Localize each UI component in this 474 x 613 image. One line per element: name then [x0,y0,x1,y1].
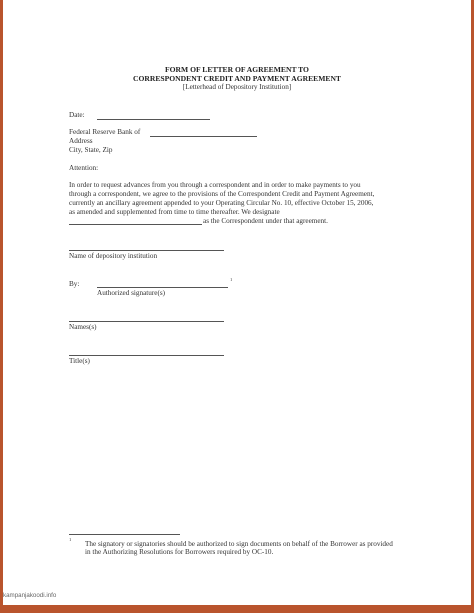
body-line-1: In order to request advances from you through a correspondent and in order to make payments to you [69,181,361,189]
title-line-1: FORM OF LETTER OF AGREEMENT TO [165,65,309,74]
by-label: By: [69,280,80,288]
city-state-zip-label: City, State, Zip [69,146,113,154]
date-line [97,119,210,120]
institution-name-line [69,250,224,251]
watermark-text: kampanjakoodi.info [3,592,57,599]
footnote-number: 1 [69,537,72,542]
footnote-separator [69,534,180,535]
names-line [69,321,224,322]
titles-line [69,355,224,356]
signature-line [97,287,228,288]
institution-name-label: Name of depository institution [69,252,158,260]
body-line-2: through a correspondent, we agree to the provisions of the Correspondent Credit and Payment Agreement, [69,190,375,198]
authorized-signature-label: Authorized signature(s) [97,289,166,297]
address-label: Address [69,137,93,145]
attention-label: Attention: [69,164,99,172]
titles-label: Title(s) [69,357,90,365]
date-label: Date: [69,111,85,119]
frame-bottom-border [0,605,474,613]
footnote-line-1: The signatory or signatories should be authorized to sign documents on behalf of the Borrower as provided [85,540,393,548]
bank-line [150,136,257,137]
frame-left-border [0,0,3,613]
footnote-line-2: in the Authorizing Resolutions for Borrowers required by OC-10. [85,548,274,556]
designate-line [69,224,202,225]
footnote-marker: 1 [230,277,233,282]
bank-label: Federal Reserve Bank of [69,128,141,136]
body-line-4: as amended and supplemented from time to time thereafter. We designate [69,208,280,216]
body-line-3: currently an ancillary agreement appended to your Operating Circular No. 10, effective October 15, 2006, [69,199,374,207]
letterhead-note: [Letterhead of Depository Institution] [182,83,292,91]
title-line-2: CORRESPONDENT CREDIT AND PAYMENT AGREEMENT [132,74,342,83]
names-label: Names(s) [69,323,97,331]
designate-suffix: as the Correspondent under that agreement. [203,217,328,225]
